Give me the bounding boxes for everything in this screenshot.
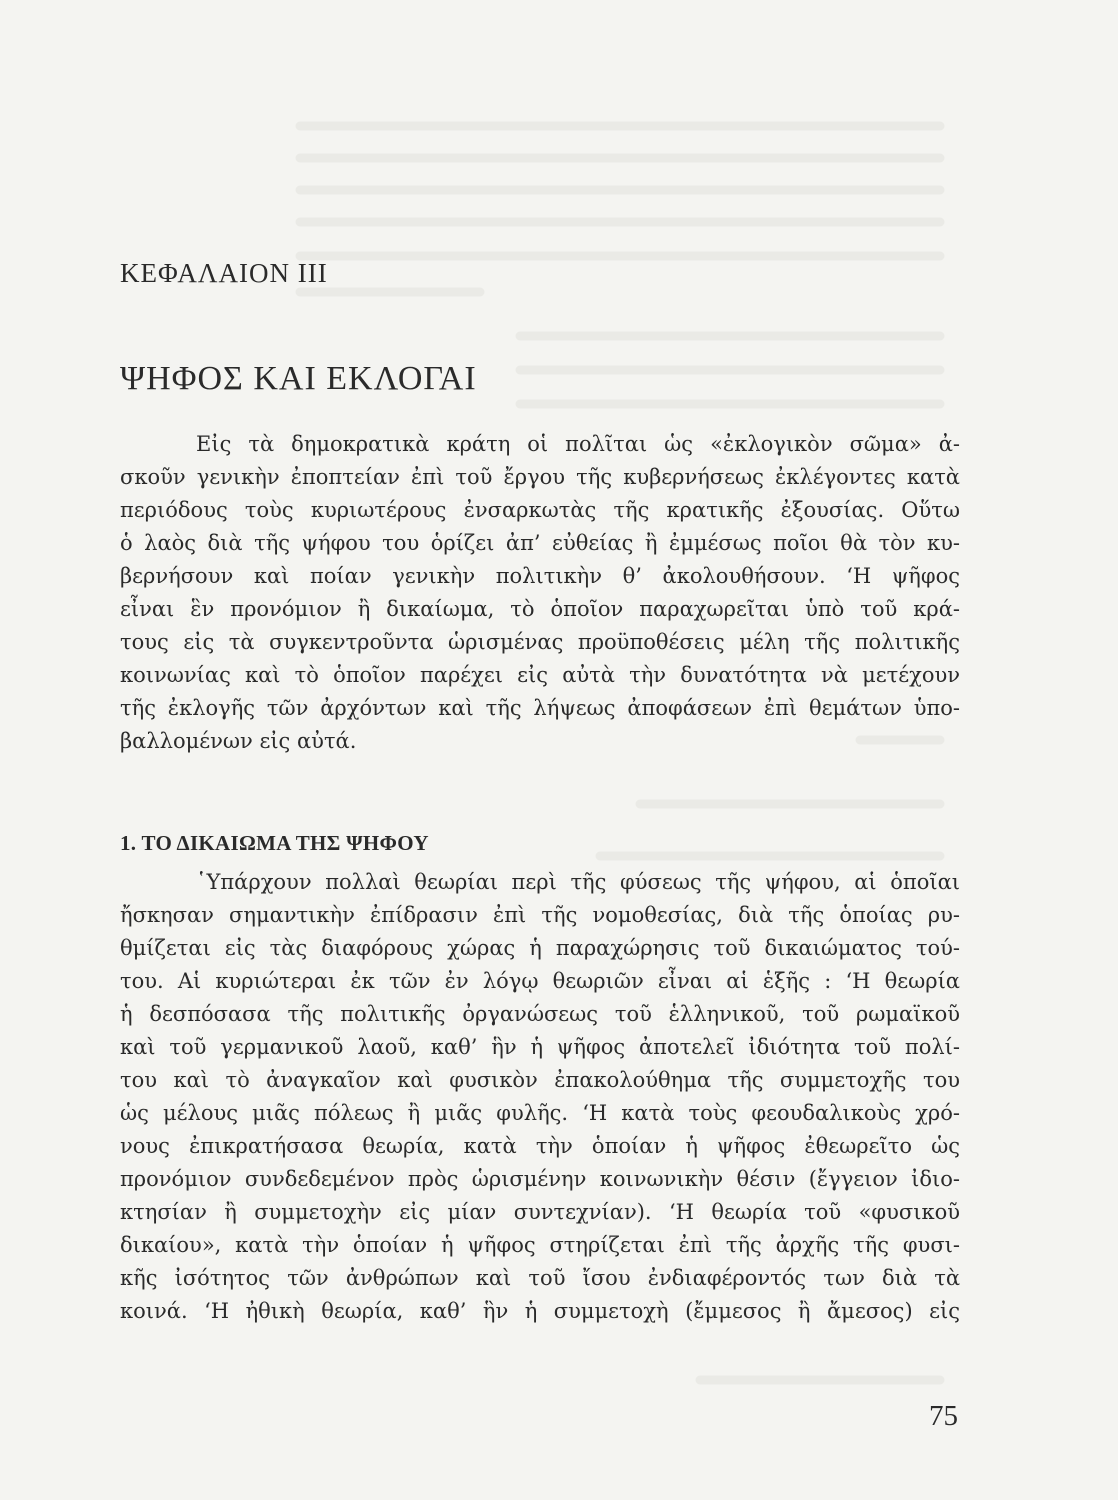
text-line: Εἰς τὰ δημοκρατικὰ κράτη οἱ πολῖται ὡς «ἐκλογικὸν σῶμα» ἀ-	[196, 432, 960, 456]
text-line: θμίζεται εἰς τὰς διαφόρους χώρας ἡ παραχώρησις τοῦ δικαιώματος τού-	[120, 936, 960, 960]
chapter-title: ΨΗΦΟΣ ΚΑΙ ΕΚΛΟΓΑΙ	[120, 360, 477, 397]
text-line: ὡς μέλους μιᾶς πόλεως ἢ μιᾶς φυλῆς. ‘Η κατὰ τοὺς φεουδαλικοὺς χρό-	[120, 1101, 960, 1125]
section-paragraph	[120, 866, 960, 1328]
section-heading: 1. ΤΟ ΔΙΚΑΙΩΜΑ ΤΗΣ ΨΗΦΟΥ	[120, 831, 429, 855]
text-line: τῆς ἐκλογῆς τῶν ἀρχόντων καὶ τῆς λήψεως ἀποφάσεων ἐπὶ θεμάτων ὑπο-	[120, 696, 960, 720]
text-line: τους εἰς τὰ συγκεντροῦντα ὡρισμένας προϋποθέσεις μέλη τῆς πολιτικῆς	[120, 630, 960, 654]
page-number: 75	[929, 1400, 958, 1432]
text-line: περιόδους τοὺς κυριωτέρους ἐνσαρκωτὰς τῆς κρατικῆς ἐξουσίας. Οὕτω	[120, 498, 960, 522]
text-line: του. Αἱ κυριώτεραι ἐκ τῶν ἐν λόγῳ θεωριῶν εἶναι αἱ ἑξῆς : ‘Η θεωρία	[120, 969, 960, 993]
text-line: βερνήσουν καὶ ποίαν γενικὴν πολιτικὴν θ’ ἀκολουθήσουν. ‘Η ψῆφος	[120, 564, 960, 588]
chapter-label: ΚΕΦΑΛΑΙΟΝ ΙΙΙ	[120, 258, 328, 288]
text-line: κοινά. ‘Η ἠθικὴ θεωρία, καθ’ ἣν ἡ συμμετοχὴ (ἔμμεσος ἢ ἄμεσος) εἰς	[120, 1299, 960, 1323]
text-line: κτησίαν ἢ συμμετοχὴν εἰς μίαν συντεχνίαν). ‘Η θεωρία τοῦ «φυσικοῦ	[120, 1200, 960, 1224]
text-line: ῾Υπάρχουν πολλαὶ θεωρίαι περὶ τῆς φύσεως τῆς ψήφου, αἱ ὁποῖαι	[196, 870, 960, 894]
text-line: του καὶ τὸ ἀναγκαῖον καὶ φυσικὸν ἐπακολούθημα τῆς συμμετοχῆς του	[120, 1068, 960, 1092]
text-line: ἤσκησαν σημαντικὴν ἐπίδρασιν ἐπὶ τῆς νομοθεσίας, διὰ τῆς ὁποίας ρυ-	[120, 903, 960, 927]
text-line: βαλλομένων εἰς αὐτά.	[120, 729, 357, 753]
text-line: ὁ λαὸς διὰ τῆς ψήφου του ὁρίζει ἀπ’ εὐθείας ἢ ἐμμέσως ποῖοι θὰ τὸν κυ-	[120, 531, 960, 555]
intro-paragraph	[120, 428, 960, 758]
text-line: κοινωνίας καὶ τὸ ὁποῖον παρέχει εἰς αὐτὰ τὴν δυνατότητα νὰ μετέχουν	[120, 663, 960, 687]
text-line: καὶ τοῦ γερμανικοῦ λαοῦ, καθ’ ἣν ἡ ψῆφος ἀποτελεῖ ἰδιότητα τοῦ πολί-	[120, 1035, 960, 1059]
text-line: σκοῦν γενικὴν ἐποπτείαν ἐπὶ τοῦ ἔργου τῆς κυβερνήσεως ἐκλέγοντες κατὰ	[120, 465, 960, 489]
text-line: νους ἐπικρατήσασα θεωρία, κατὰ τὴν ὁποίαν ἡ ψῆφος ἐθεωρεῖτο ὡς	[120, 1134, 960, 1158]
text-line: δικαίου», κατὰ τὴν ὁποίαν ἡ ψῆφος στηρίζεται ἐπὶ τῆς ἀρχῆς τῆς φυσι-	[120, 1233, 960, 1257]
text-line: εἶναι ἓν προνόμιον ἢ δικαίωμα, τὸ ὁποῖον παραχωρεῖται ὑπὸ τοῦ κρά-	[120, 597, 960, 621]
text-line: προνόμιον συνδεδεμένον πρὸς ὡρισμένην κοινωνικὴν θέσιν (ἔγγειον ἰδιο-	[120, 1167, 960, 1191]
text-line: κῆς ἰσότητος τῶν ἀνθρώπων καὶ τοῦ ἴσου ἐνδιαφέροντός των διὰ τὰ	[120, 1266, 960, 1290]
text-line: ἡ δεσπόσασα τῆς πολιτικῆς ὀργανώσεως τοῦ ἑλληνικοῦ, τοῦ ρωμαϊκοῦ	[120, 1002, 960, 1026]
